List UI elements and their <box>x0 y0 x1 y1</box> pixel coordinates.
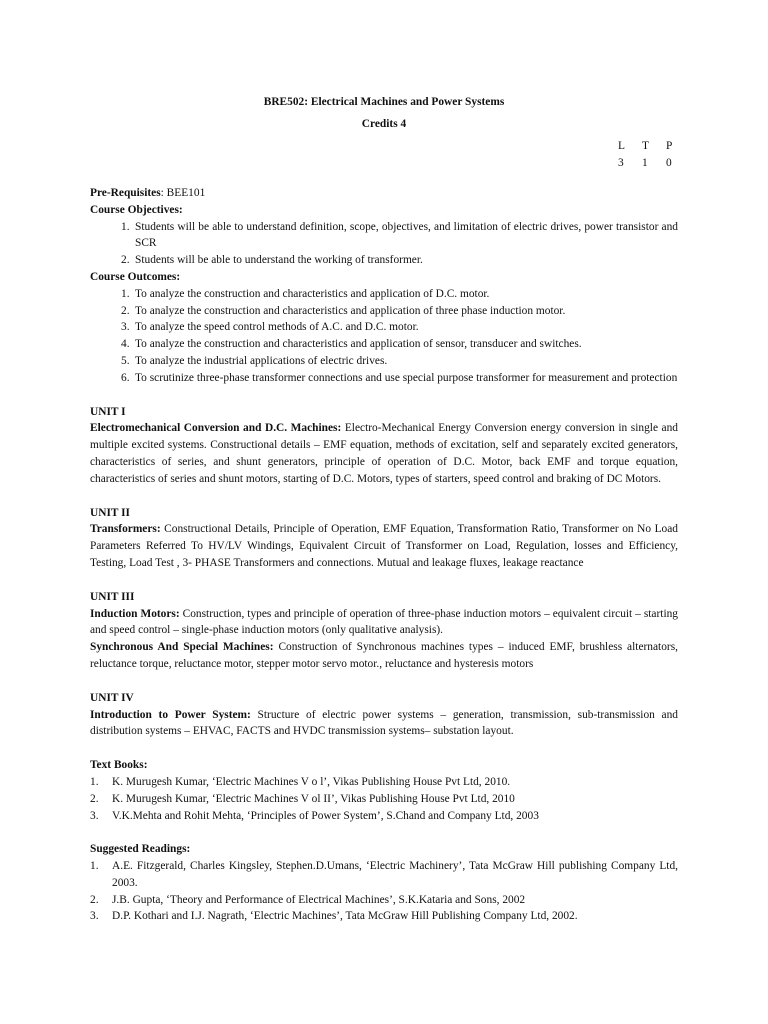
list-item: 3. D.P. Kothari and I.J. Nagrath, ‘Electric Machines’, Tata McGraw Hill Publishing Company Ltd, 2002. <box>90 910 578 923</box>
ltp-label-p: P <box>666 140 673 152</box>
ltp-label-t: T <box>642 140 649 152</box>
textbooks-heading: Text Books: <box>90 759 148 772</box>
unit-2-body: Transformers: Constructional Details, Principle of Operation, EMF Equation, Transformation Ratio, Transformer on No Load Parameters Referred To HV/LV Windings, Equivalent Circuit of Transformer on Load, Regulation, losses and Efficiency, Testing, Load Test , 3- PHASE Transformers and connections. Mutual and leakage fluxes, leakage reactance <box>90 523 678 569</box>
outcomes-heading: Course Outcomes: <box>90 270 181 283</box>
list-item: 4. To analyze the construction and characteristics and application of sensor, transducer and switches. <box>121 338 582 351</box>
readings-heading: Suggested Readings: <box>90 843 191 856</box>
ltp-label-l: L <box>618 140 625 152</box>
list-item: 3. V.K.Mehta and Rohit Mehta, ‘Principles of Power System’, S.Chand and Company Ltd, 2003 <box>90 809 539 822</box>
prereq-value: : BEE101 <box>160 187 206 199</box>
ltp-value-l: 3 <box>618 157 624 169</box>
list-item: 2. To analyze the construction and characteristics and application of three phase induction motor. <box>121 304 566 317</box>
unit-4-heading: UNIT IV <box>90 691 134 704</box>
list-item: 1. A.E. Fitzgerald, Charles Kingsley, Stephen.D.Umans, ‘Electric Machinery’, Tata McGraw Hill publishing Company Ltd, 2003. <box>90 860 678 889</box>
unit-3-body: Induction Motors: Construction, types and principle of operation of three-phase induction motors – equivalent circuit – starting and speed control – single-phase induction motors (only qualitative analysis). <box>90 607 679 637</box>
list-item: 5. To analyze the industrial applications of electric drives. <box>121 354 388 367</box>
unit-1-body: Electromechanical Conversion and D.C. Machines: Electro-Mechanical Energy Conversion energy conversion in single and multiple excited systems. Constructional details – EMF equation, methods of excitation, self and separately excited generators, characteristics of series, and shunt generators, principle of operation of D.C. Motor, back EMF and torque equation, characteristics of series and shunt motors, starting of D.C. Motors, types of starters, speed control and braking of DC Motors. <box>90 422 678 485</box>
list-item: 2. Students will be able to understand the working of transformer. <box>121 254 423 267</box>
unit-4-body: Introduction to Power System: Structure of electric power systems – generation, transmission, sub-transmission and distribution systems – EHVAC, FACTS and HVDC transmission systems– substation layout. <box>90 708 678 738</box>
list-item: 1. Students will be able to understand definition, scope, objectives, and limitation of electric drives, power transistor and SCR <box>121 220 678 250</box>
unit-3-heading: UNIT III <box>90 590 135 603</box>
list-item: 1. K. Murugesh Kumar, ‘Electric Machines V o l’, Vikas Publishing House Pvt Ltd, 2010. <box>90 775 511 788</box>
prereq-label: Pre-Requisites <box>90 187 161 199</box>
outcomes-list <box>90 286 678 387</box>
list-item: 1. To analyze the construction and characteristics and application of D.C. motor. <box>121 287 490 300</box>
ltp-values-row <box>618 155 678 172</box>
ltp-value-t: 1 <box>642 157 648 169</box>
textbooks-list <box>90 774 678 824</box>
unit-2-heading: UNIT II <box>90 506 130 519</box>
unit-3-body-2: Synchronous And Special Machines: Construction of Synchronous machines types – induced EMF, brushless alternators, reluctance torque, reluctance motor, stepper motor servo motor., reluctance and hysteresis motors <box>90 641 678 670</box>
list-item: 3. To analyze the speed control methods of A.C. and D.C. motor. <box>121 321 419 334</box>
list-item: 2. K. Murugesh Kumar, ‘Electric Machines V ol II’, Vikas Publishing House Pvt Ltd, 2010 <box>90 792 515 805</box>
ltp-value-p: 0 <box>666 157 672 169</box>
readings-list <box>90 858 678 925</box>
list-item: 6. To scrutinize three-phase transformer connections and use special purpose transformer for measurement and protection <box>121 371 678 384</box>
document-content <box>90 185 678 925</box>
course-credits: Credits 4 <box>361 118 407 130</box>
objectives-heading: Course Objectives: <box>90 203 183 216</box>
prerequisites <box>90 185 678 202</box>
course-title: BRE502: Electrical Machines and Power Systems <box>263 96 505 108</box>
unit-1-heading: UNIT I <box>90 405 126 418</box>
objectives-list <box>90 219 678 269</box>
ltp-table <box>618 138 678 172</box>
list-item: 2. J.B. Gupta, ‘Theory and Performance of Electrical Machines’, S.K.Kataria and Sons, 2002 <box>90 893 526 906</box>
ltp-labels-row <box>618 138 678 155</box>
